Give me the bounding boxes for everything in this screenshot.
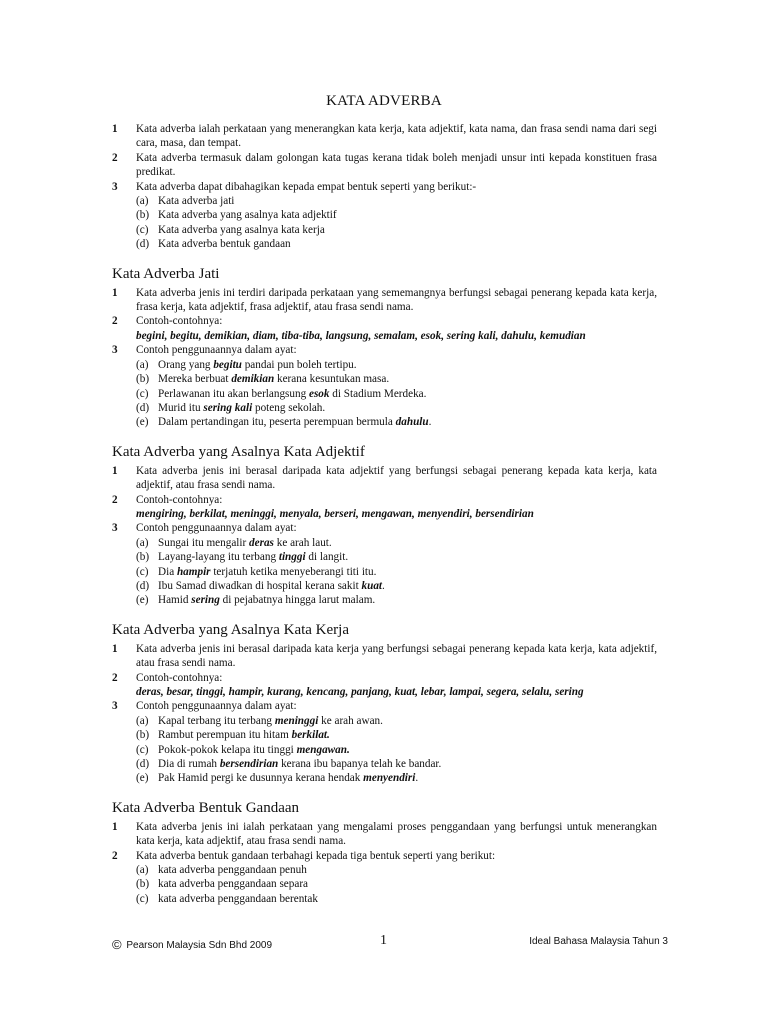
sentence-adverb: esok	[308, 387, 330, 400]
section-item	[112, 464, 657, 493]
intro-subitem	[112, 223, 657, 237]
section-adverba-kerja	[112, 621, 657, 786]
sentence-adverb: bersendirian	[219, 758, 279, 771]
gandaan-subitem	[112, 863, 657, 877]
sentence-after: ke arah awan.	[318, 714, 383, 727]
sentence-after: poteng sekolah.	[252, 401, 326, 414]
section-item	[112, 343, 657, 357]
subitem-text: Kata adverba jati	[158, 195, 235, 208]
example-sentence	[112, 387, 657, 401]
item-text: Contoh-contohnya:	[136, 493, 223, 506]
item-text: Kata adverba jenis ini terdiri daripada perkataan yang sememangnya berfungsi sebagai penerang kepada kata kerja, frasa kerja, kata adjektif, frasa adjektif, atau frasa sendi nama.	[136, 286, 657, 314]
subitem-letter: (d)	[136, 401, 150, 414]
sentence-after: .	[382, 579, 385, 592]
item-text: Contoh penggunaannya dalam ayat:	[136, 700, 297, 713]
subitem-letter: (b)	[136, 551, 150, 564]
item-number: 3	[112, 180, 118, 193]
subitem-text: Kata adverba yang asalnya kata kerja	[158, 223, 325, 236]
item-number: 3	[112, 344, 118, 357]
sentence-adverb: tinggi	[278, 551, 306, 564]
subitem-text: Kata adverba bentuk gandaan	[158, 238, 291, 251]
subitem-letter: (a)	[136, 864, 149, 877]
section-item	[112, 699, 657, 713]
subitem-letter: (b)	[136, 729, 150, 742]
subitem-letter: (c)	[136, 892, 149, 905]
section-item	[112, 671, 657, 685]
sentence-before: Dia	[158, 565, 177, 578]
sentence-before: Rambut perempuan itu hitam	[158, 729, 292, 742]
intro-item	[112, 151, 657, 180]
item-number: 1	[112, 642, 118, 655]
example-sentence	[112, 757, 657, 771]
page-title: KATA ADVERBA	[326, 93, 442, 109]
sentence-adverb: sering kali	[203, 401, 253, 414]
sentence-before: Murid itu	[158, 401, 204, 414]
subitem-text: kata adverba penggandaan penuh	[158, 864, 307, 877]
sentence-before: Dalam pertandingan itu, peserta perempuan bermula	[158, 416, 396, 429]
sentence-before: Pokok-pokok kelapa itu tinggi	[158, 743, 297, 756]
subitem-letter: (e)	[136, 772, 149, 785]
subitem-letter: (a)	[136, 195, 149, 208]
sentence-after: di langit.	[305, 551, 349, 564]
example-words: deras, besar, tinggi, hampir, kurang, kencang, panjang, kuat, lebar, lampai, segera, selalu, sering	[136, 686, 584, 698]
example-sentence	[112, 728, 657, 742]
footer-book-title: Ideal Bahasa Malaysia Tahun 3	[529, 936, 668, 947]
example-words: begini, begitu, demikian, diam, tiba-tiba, langsung, semalam, esok, sering kali, dahulu, kemudian	[136, 329, 586, 342]
intro-subitem	[112, 194, 657, 208]
sentence-before: Hamid	[158, 594, 192, 607]
section-item	[112, 493, 657, 507]
subitem-letter: (d)	[136, 238, 150, 251]
example-sentence	[112, 714, 657, 728]
sentence-adverb: kuat	[361, 579, 383, 592]
item-number: 2	[112, 151, 118, 164]
sentence-before: Kapal terbang itu terbang	[158, 714, 275, 727]
page-footer	[112, 934, 668, 950]
example-sentence	[112, 372, 657, 386]
sentence-after: .	[428, 416, 432, 429]
example-sentence	[112, 579, 657, 593]
subitem-letter: (a)	[136, 536, 149, 549]
copyright-icon: ©	[112, 937, 122, 952]
item-text: Contoh-contohnya:	[136, 671, 223, 684]
item-text: Kata adverba jenis ini berasal daripada kata kerja yang berfungsi sebagai penerang kepada kata kerja, kata adjektif, atau frasa sendi nama.	[136, 642, 657, 670]
sentence-after: ke arah laut.	[273, 536, 332, 549]
subitem-text: kata adverba penggandaan berentak	[158, 892, 318, 905]
item-number: 2	[112, 493, 118, 506]
section-item	[112, 849, 657, 863]
subitem-letter: (d)	[136, 758, 150, 771]
section-heading: Kata Adverba yang Asalnya Kata Adjektif	[112, 443, 365, 460]
item-text: Contoh penggunaannya dalam ayat:	[136, 344, 297, 357]
sentence-before: Orang yang	[158, 358, 214, 371]
example-sentence	[112, 415, 657, 429]
example-sentence	[112, 536, 657, 550]
gandaan-subitem	[112, 892, 657, 906]
section-adverba-jati	[112, 265, 657, 430]
sentence-before: Dia di rumah	[158, 758, 220, 771]
example-sentence	[112, 771, 657, 785]
sentence-before: Sungai itu mengalir	[158, 536, 250, 549]
subitem-letter: (e)	[136, 416, 149, 429]
example-words: mengiring, berkilat, meninggi, menyala, berseri, mengawan, menyendiri, bersendirian	[136, 507, 534, 520]
example-sentence	[112, 743, 657, 757]
sentence-adverb: begitu	[213, 358, 242, 371]
item-number: 1	[112, 820, 118, 833]
sentence-after: di pejabatnya hingga larut malam.	[219, 594, 376, 607]
sentence-after: terjatuh ketika menyeberangi titi itu.	[210, 565, 377, 578]
item-text: Kata adverba jenis ini ialah perkataan yang mengalami proses penggandaan yang berfungsi untuk menerangkan kata kerja, kata adjektif, atau frasa sendi nama.	[136, 820, 657, 848]
item-text: Kata adverba dapat dibahagikan kepada empat bentuk seperti yang berikut:-	[136, 180, 477, 193]
section-item	[112, 521, 657, 535]
sentence-adverb: deras	[249, 536, 274, 549]
subitem-letter: (e)	[136, 594, 149, 607]
subitem-letter: (b)	[136, 373, 150, 386]
item-number: 3	[112, 700, 118, 713]
example-sentence	[112, 550, 657, 564]
subitem-letter: (c)	[136, 387, 149, 400]
item-number: 1	[112, 464, 118, 477]
item-text: Contoh-contohnya:	[136, 315, 223, 328]
subitem-letter: (c)	[136, 223, 149, 236]
sentence-adverb: mengawan.	[296, 743, 350, 756]
sentence-after: di Stadium Merdeka.	[329, 387, 427, 400]
sentence-after: kerana ibu bapanya telah ke bandar.	[278, 758, 442, 771]
section-heading: Kata Adverba Bentuk Gandaan	[112, 799, 300, 816]
sentence-before: Mereka berbuat	[158, 373, 232, 386]
footer-publisher-text: Pearson Malaysia Sdn Bhd 2009	[126, 940, 273, 951]
subitem-letter: (c)	[136, 743, 149, 756]
document-body	[112, 122, 657, 906]
example-sentence	[112, 358, 657, 372]
subitem-text: Kata adverba yang asalnya kata adjektif	[158, 209, 337, 222]
sentence-before: Perlawanan itu akan berlangsung	[158, 387, 309, 400]
item-number: 1	[112, 286, 118, 299]
item-text: Contoh penggunaannya dalam ayat:	[136, 522, 297, 535]
sentence-adverb: menyendiri	[363, 772, 416, 785]
section-item	[112, 642, 657, 671]
example-sentence	[112, 565, 657, 579]
subitem-letter: (c)	[136, 565, 149, 578]
intro-subitem	[112, 237, 657, 251]
subitem-letter: (d)	[136, 579, 150, 592]
subitem-letter: (a)	[136, 714, 149, 727]
section-adverba-adjektif	[112, 443, 657, 608]
sentence-adverb: sering	[191, 594, 220, 607]
sentence-after: .	[415, 772, 419, 785]
subitem-letter: (b)	[136, 209, 150, 222]
sentence-adverb: meninggi	[274, 714, 319, 727]
intro-subitem	[112, 208, 657, 222]
section-adverba-gandaan	[112, 799, 657, 906]
item-number: 2	[112, 671, 118, 684]
subitem-letter: (a)	[136, 358, 149, 371]
example-sentence	[112, 401, 657, 415]
item-number: 2	[112, 849, 118, 862]
item-text: Kata adverba jenis ini berasal daripada kata adjektif yang berfungsi sebagai penerang kepada kata kerja, kata adjektif, atau frasa sendi nama.	[136, 464, 657, 492]
footer-publisher	[112, 936, 272, 951]
section-heading: Kata Adverba Jati	[112, 265, 220, 282]
sentence-after: kerana kesuntukan masa.	[274, 373, 390, 386]
item-number: 2	[112, 315, 118, 328]
section-heading: Kata Adverba yang Asalnya Kata Kerja	[112, 621, 349, 638]
item-text: Kata adverba ialah perkataan yang menerangkan kata kerja, kata adjektif, kata nama, dan frasa sendi nama dari segi cara, masa, dan tempat.	[136, 123, 657, 150]
sentence-before: Pak Hamid pergi ke dusunnya kerana hendak	[158, 772, 364, 785]
page-number: 1	[380, 933, 387, 948]
subitem-letter: (b)	[136, 878, 150, 891]
example-sentence	[112, 593, 657, 607]
intro-item	[112, 122, 657, 151]
sentence-before: Layang-layang itu terbang	[158, 551, 279, 564]
sentence-adverb: berkilat.	[291, 729, 330, 742]
item-number: 3	[112, 522, 118, 535]
subitem-text: kata adverba penggandaan separa	[158, 878, 309, 891]
section-item	[112, 314, 657, 328]
sentence-adverb: demikian	[231, 373, 275, 386]
intro-item	[112, 180, 657, 194]
sentence-adverb: hampir	[176, 565, 211, 578]
section-item	[112, 820, 657, 849]
gandaan-subitem	[112, 877, 657, 891]
section-item	[112, 286, 657, 315]
item-text: Kata adverba termasuk dalam golongan kata tugas kerana tidak boleh menjadi unsur inti kepada konstituen frasa predikat.	[136, 151, 657, 179]
sentence-after: pandai pun boleh tertipu.	[241, 358, 357, 371]
sentence-adverb: dahulu	[395, 416, 429, 429]
item-text: Kata adverba bentuk gandaan terbahagi kepada tiga bentuk seperti yang berikut:	[136, 849, 496, 862]
sentence-before: Ibu Samad diwadkan di hospital kerana sakit	[158, 579, 362, 592]
item-number: 1	[112, 123, 118, 135]
